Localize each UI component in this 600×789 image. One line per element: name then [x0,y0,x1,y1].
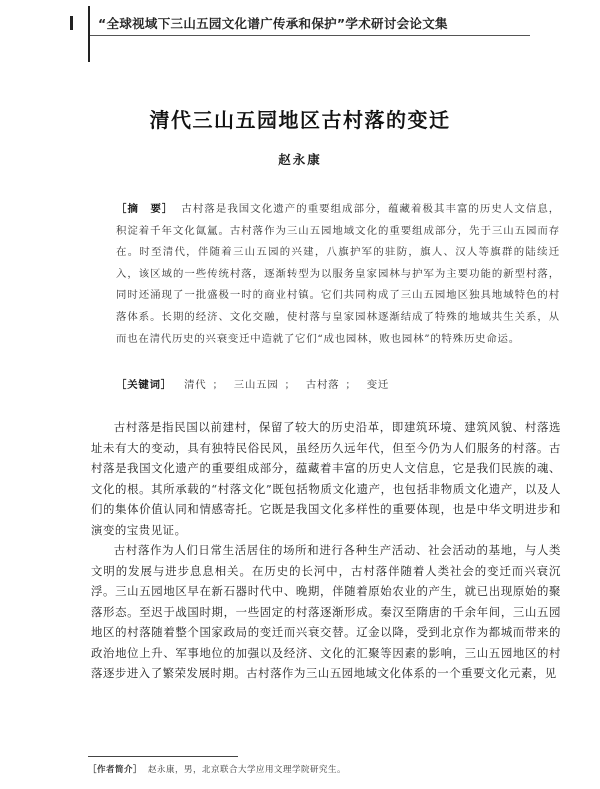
header-rule [90,35,530,36]
author-footnote [88,763,548,775]
keyword: 古村落 [305,379,340,391]
margin-mark [70,16,73,30]
keyword: 三山五园 [233,379,279,391]
footnote-text: 赵永康，男，北京联合大学应用文理学院研究生。 [148,765,347,775]
running-head: “全球视域下三山五园文化谱广传承和保护”学术研讨会论文集 [98,16,448,31]
keyword-separator: ； [212,379,224,391]
keywords-label: ［关键词］ [116,379,172,391]
abstract-text: 古村落是我国文化遗产的重要组成部分，蕴藏着极其丰富的历史人文信息，积淀着千年文化氤氲。古村落作为三山五园地域文化的重要组成部分，先于三山五园而存在。时至清代，伴随着三山五园的兴建，八旗护军的驻防，旗人、汉人等旗群的陆续迁入，该区域的一些传统村落，逐渐转型为以服务皇家园林与护军为主要功能的新型村落，同时还涌现了一批盛极一时的商业村镇。它们共同构成了三山五园地区独具地域特色的村落体系。长期的经济、文化交融，使村落与皇家园林逐渐结成了特殊的地域共生关系，从而也在清代历史的兴衰变迁中造就了它们“成也园林，败也园林”的特殊历史命运。 [116,203,560,345]
margin-rule [88,6,90,62]
keyword-separator: ； [284,379,296,391]
abstract [116,199,560,350]
footnote-rule [88,756,238,757]
abstract-label: ［摘 要］ [116,203,174,215]
keyword: 变迁 [366,379,390,391]
footnote-label: ［作者简介］ [88,765,143,775]
paragraph: 古村落作为人们日常生活居住的场所和进行各种生产活动、社会活动的基地，与人类文明的发展与进步息息相关。在历史的长河中，古村落伴随着人类社会的变迁而兴衰沉浮。三山五园地区早在新石器时代中、晚期，伴随着原始农业的产生，就已出现原始的聚落形态。至迟于战国时期，一些固定的村落逐渐形成。秦汉至隋唐的千余年间，三山五园地区的村落随着整个国家政局的变迁而兴衰交替。辽金以降，受到北京作为都城而带来的政治地位上升、军事地位的加强以及经济、文化的汇聚等因素的影响，三山五园地区的村落逐步进入了繁荣发展时期。古村落作为三山五园地域文化体系的一个重要文化元素，见 [91,543,561,680]
paragraph: 古村落是指民国以前建村，保留了较大的历史沿革，即建筑环境、建筑风貌、村落选址未有大的变动，具有独特民俗民风，虽经历久远年代，但至今仍为人们服务的村落。古村落是我国文化遗产的重要组成部分，蕴藏着丰富的历史人文信息，它是我们民族的魂、文化的根。其所承载的“村落文化”既包括物质文化遗产，也包括非物质文化遗产，以及人们的集体价值认同和情感寄托。它既是我国文化多样性的重要体现，也是中华文明进步和演变的宝贵见证。 [91,420,561,537]
body-text [91,417,561,684]
article-title: 清代三山五园地区古村落的变迁 [149,108,451,132]
keyword: 清代 [184,379,207,391]
author-name: 赵永康 [278,152,322,167]
keywords [116,376,560,394]
keyword-separator: ； [345,379,357,391]
